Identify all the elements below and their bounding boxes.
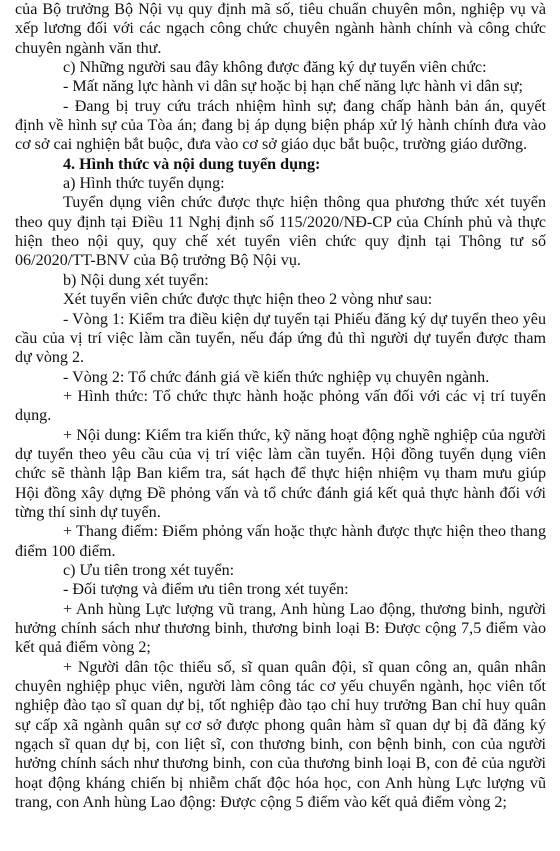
paragraph-priority-heading: - Đối tượng và điểm ưu tiên trong xét tuyển:: [63, 581, 349, 599]
paragraph-two-rounds: Xét tuyển viên chức được thực hiện theo 2 vòng như sau:: [63, 291, 433, 309]
paragraph-round-2: - Vòng 2: Tổ chức đánh giá về kiến thức nghiệp vụ chuyên ngành.: [63, 368, 490, 386]
paragraph-continuation: của Bộ trưởng Bộ Nội vụ quy định mã số, tiêu chuẩn chuyên môn, nghiệp vụ và xếp lương đối với các ngạch công chức chuyên ngành hành chính và công chức chuyên ngành văn thư.: [15, 1, 546, 57]
paragraph-round-2-content: + Nội dung: Kiểm tra kiến thức, kỹ năng hoạt động nghề nghiệp của người dự tuyển theo yêu cầu của vị trí việc làm cần tuyển. Hội đồng tuyển dụng viên chức sẽ thành lập Ban kiểm tra, sát hạch để thực hiện nhiệm vụ tham mưu giúp Hội đồng xây dựng Đề phỏng vấn và tổ chức đánh giá kết quả thực hành đối với từng thí sinh dự tuyển.: [15, 426, 546, 521]
paragraph-ineligible-heading: c) Những người sau đây không được đăng ký dự tuyển viên chức:: [63, 59, 487, 77]
subheading-a: a) Hình thức tuyển dụng:: [63, 175, 225, 193]
paragraph-recruitment-form: Tuyển dụng viên chức được thực hiện thông qua phương thức xét tuyển theo quy định tại Điều 11 Nghị định số 115/2020/NĐ-CP của Chính phủ và thực hiện theo nội quy, quy chế xét tuyển viên chức quy định tại Thông tư số 06/2020/TT-BNV của Bộ trưởng Bộ Nội vụ.: [15, 194, 546, 270]
paragraph-priority-5: + Người dân tộc thiểu số, sĩ quan quân đội, sĩ quan công an, quân nhân chuyên nghiệp phục viên, người làm công tác cơ yếu chuyển ngành, học viên tốt nghiệp đào tạo sĩ quan dự bị, tốt nghiệp đào tạo chỉ huy trưởng Ban chỉ huy quân sự cấp xã ngành quân sự cơ sở được phong quân hàm sĩ quan dự bị đã đăng ký ngạch sĩ quan dự bị, con liệt sĩ, con thương binh, con bệnh binh, con của người hưởng chính sách như thương binh, con của thương binh loại B, con đẻ của người hoạt động kháng chiến bị nhiễm chất độc hóa học, con Anh hùng Lực lượng vũ trang, con Anh hùng Lao động: Được cộng 5 điểm vào kết quả điểm vòng 2;: [15, 658, 546, 812]
paragraph-round-2-scale: + Thang điểm: Điểm phỏng vấn hoặc thực hành được thực hiện theo thang điểm 100 điểm.: [15, 523, 546, 560]
subheading-c: c) Ưu tiên trong xét tuyển:: [63, 561, 235, 579]
paragraph-round-1: - Vòng 1: Kiểm tra điều kiện dự tuyển tại Phiếu đăng ký dự tuyển theo yêu cầu của vị trí việc làm cần tuyển, nếu đáp ứng đủ thì người dự tuyển được tham dự vòng 2.: [15, 310, 546, 367]
paragraph-priority-7-5: + Anh hùng Lực lượng vũ trang, Anh hùng Lao động, thương binh, người hưởng chính sách như thương binh, thương binh loại B: Được cộng 7,5 điểm vào kết quả điểm vòng 2;: [15, 600, 546, 657]
paragraph-ineligible-item-1: - Mất năng lực hành vi dân sự hoặc bị hạn chế năng lực hành vi dân sự;: [63, 78, 523, 96]
paragraph-round-2-form: + Hình thức: Tổ chức thực hành hoặc phỏng vấn đối với các vị trí tuyển dụng.: [15, 387, 546, 425]
subheading-b: b) Nội dung xét tuyển:: [63, 271, 209, 289]
section-heading-4: 4. Hình thức và nội dung tuyển dụng:: [63, 155, 321, 173]
paragraph-ineligible-item-2: - Đang bị truy cứu trách nhiệm hình sự; đang chấp hành bản án, quyết định về hình sự của Tòa án; đang bị áp dụng biện pháp xử lý hành chính đưa vào cơ sở cai nghiện bắt buộc, đưa vào cơ sở giáo dục bắt buộc, trường giáo dưỡng.: [15, 97, 546, 154]
